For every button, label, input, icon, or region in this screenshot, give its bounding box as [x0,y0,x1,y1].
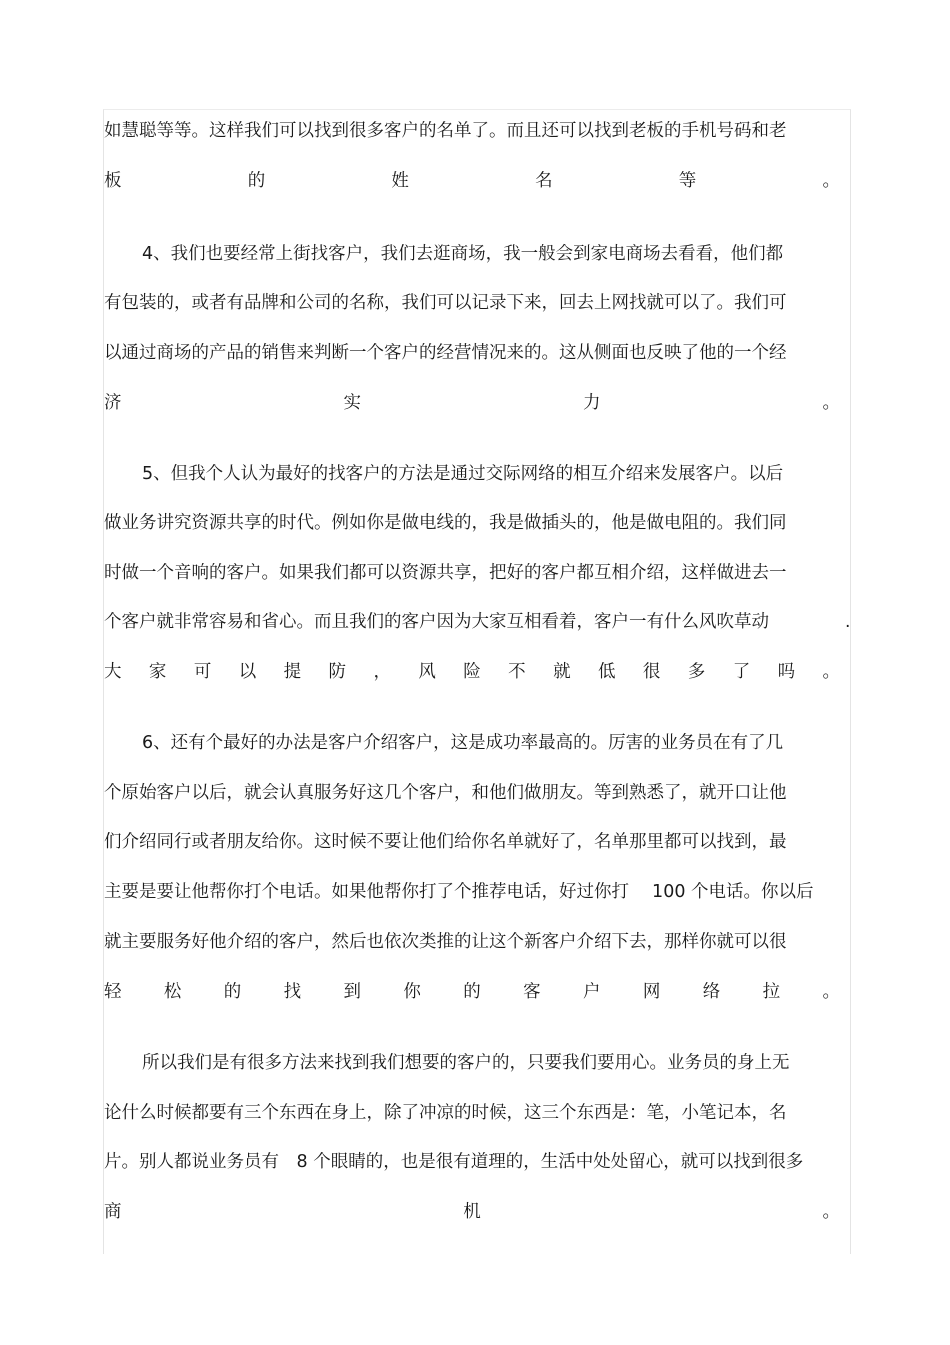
text-line: 们介绍同行或者朋友给你。这时候不要让他们给你名单就好了，名单那里都可以找到，最 [104,832,787,852]
char: 以 [238,662,257,682]
char: 提 [283,662,302,682]
text-line: 以通过商场的产品的销售来判断一个客户的经营情况来的。这从侧面也反映了他的一个经 [104,343,787,363]
char: 网 [642,982,661,1002]
char: 板 [104,171,122,191]
char: 。 [822,662,840,682]
spread-line-1 [104,168,840,194]
char: 风 [418,662,436,682]
char: 不 [508,662,526,682]
char: ， [373,662,391,682]
text-line: 主要是要让他帮你打个电话。如果他帮你打了个推荐电话，好过你打 100 个电话。你以后 [104,882,814,902]
char: 拉 [762,982,781,1002]
char: 。 [822,393,840,413]
char: 低 [597,662,616,682]
char: 的 [247,171,266,191]
paragraph-start: 所以我们是有很多方法来找到我们想要的客户的，只要我们要用心。业务员的身上无 [142,1053,790,1073]
paragraph-start: 6、还有个最好的办法是客户介绍客户，这是成功率最高的。厉害的业务员在有了几 [142,733,784,753]
char: 姓 [391,171,409,191]
char: 松 [163,982,182,1002]
text-line: 有包装的，或者有品牌和公司的名称，我们可以记录下来，回去上网找就可以了。我们可 [104,293,787,313]
char: 名 [535,171,553,191]
char: 机 [463,1202,481,1222]
text-line: 就主要服务好他介绍的客户，然后也依次类推的让这个新客户介绍下去，那样你就可以很 [104,932,787,952]
text-line: 做业务讲究资源共享的时代。例如你是做电线的，我是做插头的，他是做电阻的。我们同 [104,513,787,533]
char: 。 [822,1202,840,1222]
char: 络 [702,982,721,1002]
char: 家 [148,662,167,682]
char: 了 [732,662,751,682]
char: 客 [523,982,541,1002]
char: 防 [328,662,347,682]
char: 大 [104,662,122,682]
char: 你 [403,982,421,1002]
char: 户 [583,982,601,1002]
char: 险 [463,662,481,682]
char: 。 [822,171,840,191]
paragraph-start: 4、我们也要经常上街找客户，我们去逛商场，我一般会到家电商场去看看，他们都 [142,244,784,264]
char: 。 [822,982,840,1002]
char: 到 [343,982,361,1002]
text-line: 片。别人都说业务员有 8 个眼睛的，也是很有道理的，生活中处处留心，就可以找到很多 [104,1152,804,1172]
char: 济 [104,393,122,413]
text-line: 个客户就非常容易和省心。而且我们的客户因为大家互相看着，客户一有什么风吹草动 [104,612,769,632]
paragraph-start: 5、但我个人认为最好的找客户的方法是通过交际网络的相互介绍来发展客户。以后 [142,464,784,484]
text-line: 论什么时候都要有三个东西在身上，除了冲凉的时候，这三个东西是：笔，小笔记本，名 [104,1103,787,1123]
char: 很 [642,662,661,682]
char: 就 [553,662,571,682]
char: 的 [463,982,481,1002]
char: 轻 [104,982,122,1002]
spread-line-2 [104,390,840,416]
char: 的 [223,982,242,1002]
char: 找 [283,982,302,1002]
text-line: 时做一个音响的客户。如果我们都可以资源共享，把好的客户都互相介绍，这样做进去一 [104,563,787,583]
spread-line-4 [104,979,840,1005]
text-line: 个原始客户以后，就会认真服务好这几个客户，和他们做朋友。等到熟悉了，就开口让他 [104,783,787,803]
char: 多 [687,662,706,682]
char: 力 [583,393,601,413]
spread-line-3 [104,659,840,685]
char: 吗 [777,662,796,682]
char: 实 [343,393,361,413]
spread-line-5 [104,1199,840,1225]
text-line: 如慧聪等等。这样我们可以找到很多客户的名单了。而且还可以找到老板的手机号码和老 [104,121,787,141]
char: 商 [104,1202,122,1222]
char: 等 [678,171,697,191]
stray-mark: . [845,612,851,632]
char: 可 [193,662,212,682]
